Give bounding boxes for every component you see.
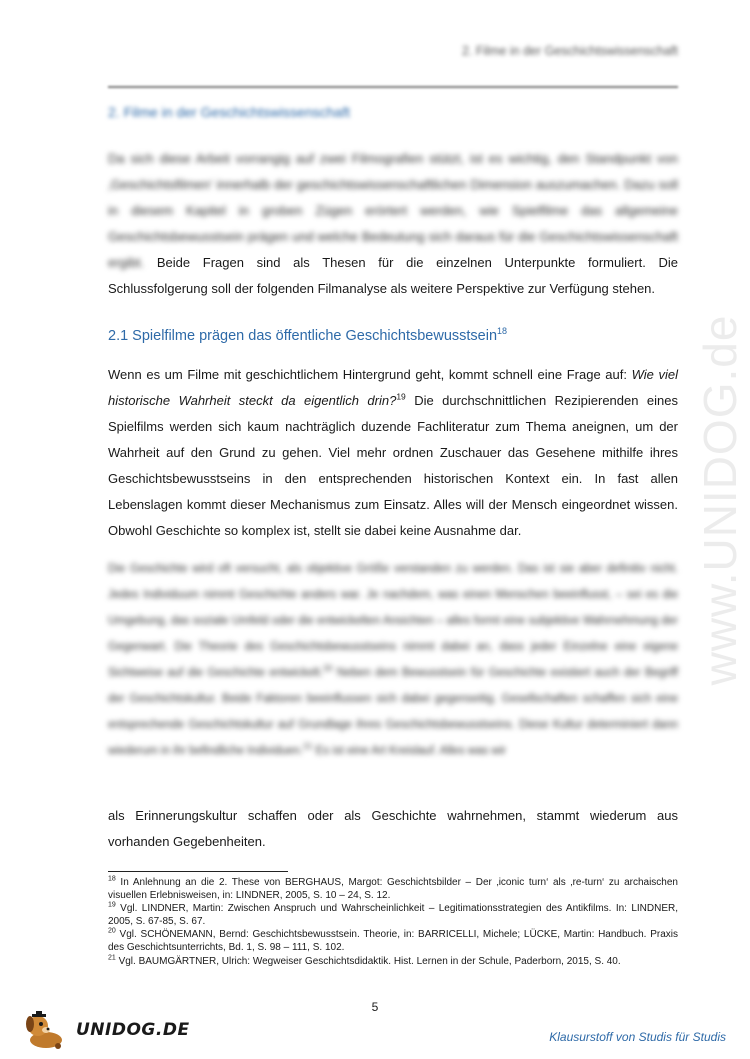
- header-rule: [108, 86, 678, 88]
- footnote-number: 20: [108, 928, 116, 936]
- logo-text: UNIDOG.DE: [76, 1020, 190, 1040]
- footnote-number: 21: [108, 954, 116, 962]
- page-number: 5: [371, 1000, 379, 1014]
- paragraph2-text-c: Es ist eine Art Kreislauf. Alles was wir: [312, 745, 507, 757]
- footnotes: [108, 877, 678, 969]
- footnote-text: Vgl. SCHÖNEMANN, Bernd: Geschichtsbewusstsein. Theorie, in: BARRICELLI, Michele; LÜCKE, Martin: Handbuch. Praxis des Geschichtsunterrichts, Bd. 1, S. 98 – 111, S. 102.: [108, 929, 678, 953]
- footnote-ref-19: 19: [396, 391, 406, 402]
- subsection-heading: [108, 328, 507, 344]
- dog-icon: [20, 1010, 74, 1050]
- unidog-logo: [20, 1010, 190, 1050]
- footnote-ref-18: 18: [497, 326, 508, 337]
- paragraph2-text-a: Die Geschichte wird oft versucht, als objektive Größe verstanden zu werden. Das ist sie aber definitiv nicht. Jedes Individuum nimmt Geschichte anders war. Je nachdem, was einen Menschen beeinflusst, – sei es die Umgebung, das soziale Umfeld oder die entwickelten Ansichten – alles formt eine subjektive Wahrnehmung der Gegenwart. Die Theorie des Geschichtsbewusstseins nimmt dabei an, dass jeder Einzelne eine eigene Sichtweise auf die Geschichte entwickelt.: [108, 563, 678, 679]
- watermark: www.UNIDOG.de: [694, 314, 746, 686]
- paragraph1-text-b: Die durchschnittlichen Rezipierenden eines Spielfilms werden sich kaum nachträglich duzende Fachliteratur zum Thema aneignen, um der Wahrheit auf den Grund zu gehen. Viel mehr ordnen Zuschauer das Gesehene mithilfe ihres Geschichtsbewusstseins in den entsprechenden historischen Kontext ein. In fast allen Lebenslagen kommt dieser Mechanismus zum Einsatz. Alles will der Mensch eingeordnet wissen. Obwohl Geschichte so komplex ist, stellt sie dabei keine Ausnahme dar.: [108, 393, 678, 538]
- paragraph1-text-a: Wenn es um Filme mit geschichtlichem Hintergrund geht, kommt schnell eine Frage auf:: [108, 367, 632, 382]
- footnote-text: In Anlehnung an die 2. These von BERGHAUS, Margot: Geschichtsbilder – Der ‚iconic turn‘ als ‚re-turn‘ zu archaischen visuellen Erlebnisweisen, in: LINDNER, 2005, S. 10 – 24, S. 12.: [108, 877, 678, 901]
- subsection-title: 2.1 Spielfilme prägen das öffentliche Geschichtsbewusstsein: [108, 328, 498, 344]
- paragraph2-text-b: Neben dem Bewusstsein für Geschichte existiert auch der Begriff der Geschichtskultur. Beide Faktoren beeinflussen sich dabei gegenseitig. Gesellschaften schaffen sich eine entsprechende Geschichtskultur auf Grundlage ihres Geschichtsbewusstseins. Diese Kultur determiniert dann wiederum in ihr befindliche Individuen.: [108, 667, 679, 757]
- footnote: [108, 903, 678, 928]
- footnote: [108, 956, 678, 969]
- intro-blurred-text: Da sich diese Arbeit vorrangig auf zwei Filmografien stützt, ist es wichtig, den Standpunkt von ‚Geschichtsfilmen‘ innerhalb der geschichtswissenschaftlichen Dimension auszumachen. Dazu soll in diesem Kapitel in groben Zügen erörtert werden, wie Spielfilme das allgemeine Geschichtsbewusstsein prägen und welche Bedeutung sich daraus für die Geschichtswissenschaft ergibt.: [108, 151, 678, 270]
- footnote-number: 19: [108, 901, 116, 909]
- footnote-ref-20: 20: [323, 663, 333, 674]
- tagline: Klausurstoff von Studis für Studis: [549, 1030, 726, 1044]
- body-paragraph-1: [108, 362, 678, 544]
- footnote-text: Vgl. LINDNER, Martin: Zwischen Anspruch und Wahrscheinlichkeit – Legitimationsstrategien des Antikfilms. In: LINDNER, 2005, S. 67-85, S. 67.: [108, 903, 678, 927]
- intro-paragraph: [108, 146, 678, 302]
- section-heading: 2. Filme in der Geschichtswissenschaft: [108, 104, 350, 120]
- paragraph1-question: Wie viel historische Wahrheit steckt da eigentlich drin?: [108, 367, 678, 408]
- footnote: [108, 877, 678, 902]
- intro-clear-text: Beide Fragen sind als Thesen für die einzelnen Unterpunkte formuliert. Die Schlussfolgerung soll der folgenden Filmanalyse als weitere Perspektive zur Verfügung stehen.: [108, 255, 678, 296]
- footnote-ref-21: 21: [302, 741, 313, 752]
- blurred-paragraph-2: [108, 556, 678, 764]
- footnote-text: Vgl. BAUMGÄRTNER, Ulrich: Wegweiser Geschichtsdidaktik. Hist. Lernen in der Schule, Paderborn, 2015, S. 40.: [115, 955, 621, 967]
- body-paragraph-2-end: [108, 803, 678, 855]
- paragraph2-clear-text: als Erinnerungskultur schaffen oder als Geschichte wahrnehmen, stammt wiederum aus vorhanden Gegebenheiten.: [108, 808, 678, 849]
- running-header: 2. Filme in der Geschichtswissenschaft: [461, 44, 678, 58]
- footnote-number: 18: [108, 875, 116, 883]
- footnote: [108, 929, 678, 954]
- footnote-rule: [108, 871, 288, 872]
